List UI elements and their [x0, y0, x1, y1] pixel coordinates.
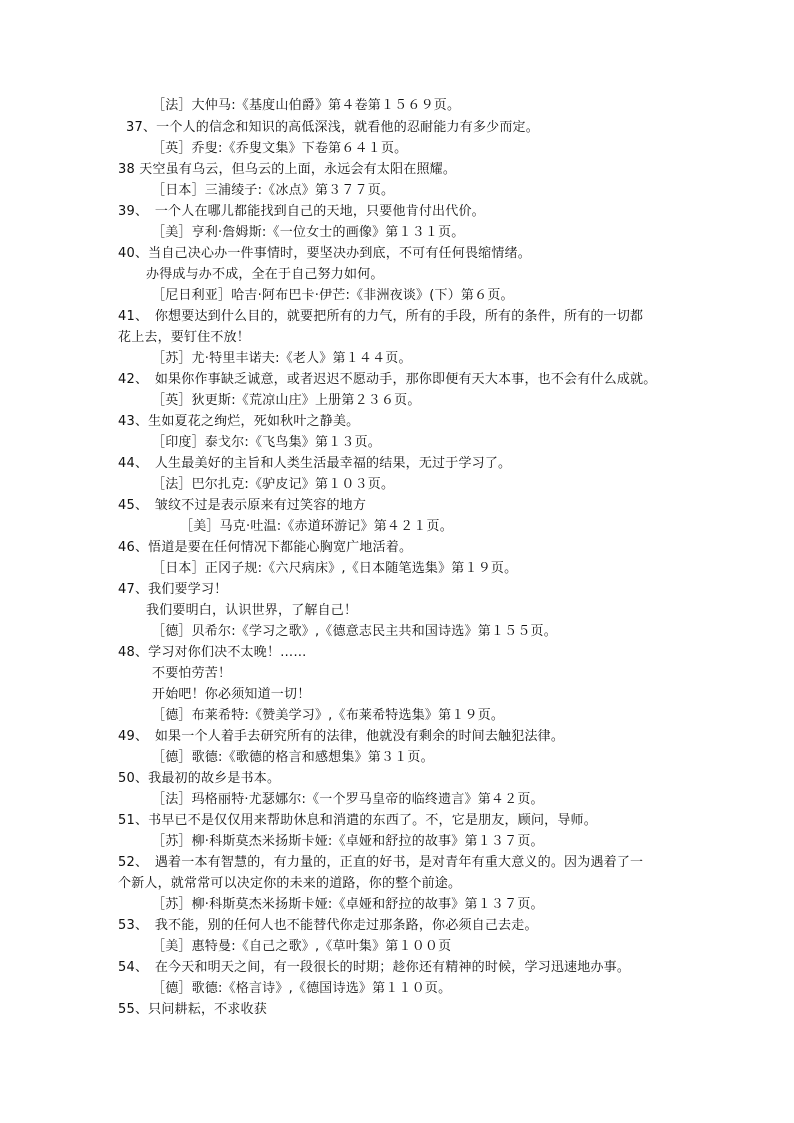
quote-line: 41、 你想要达到什么目的，就要把所有的力气，所有的手段，所有的条件，所有的一切都	[118, 309, 644, 324]
citation-line: ［法］玛格丽特·尤瑟娜尔:《一个罗马皇帝的临终遗言》第４２页。	[152, 792, 544, 807]
citation-line: ［日本］三浦绫子:《冰点》第３７７页。	[152, 183, 395, 198]
quote-line: 38 天空虽有乌云，但乌云的上面，永远会有太阳在照耀。	[118, 162, 457, 177]
quote-continuation: 办得成与办不成，全在于自己努力如何。	[146, 267, 384, 282]
citation-line: ［美］马克·吐温:《赤道环游记》第４２１页。	[180, 519, 453, 534]
quote-continuation: 我们要明白，认识世界，了解自己！	[146, 603, 358, 618]
citation-line: ［英］狄更斯:《荒凉山庄》上册第２３６页。	[152, 393, 421, 408]
citation-line: ［印度］泰戈尔:《飞鸟集》第１３页。	[152, 435, 381, 450]
quote-line: 42、 如果你作事缺乏诚意，或者迟迟不愿动手，那你即便有天大本事，也不会有什么成就。	[118, 372, 657, 387]
quote-line: 40、当自己决心办一件事情时，要坚决办到底，不可有任何畏缩情绪。	[118, 246, 531, 261]
quote-line: 50、我最初的故乡是书本。	[118, 771, 281, 786]
quote-line: 45、 皱纹不过是表示原来有过笑容的地方	[118, 498, 367, 513]
quote-continuation: 开始吧！你必须知道一切！	[152, 687, 311, 702]
quote-continuation: 花上去，要钉住不放！	[118, 330, 251, 345]
quote-line: 53、 我不能，别的任何人也不能替代你走过那条路，你必须自己去走。	[118, 918, 538, 933]
quote-line: 51、书早已不是仅仅用来帮助休息和消遣的东西了。不，它是朋友，顾问，导师。	[118, 813, 597, 828]
citation-line: ［法］巴尔扎克:《驴皮记》第１０３页。	[152, 477, 395, 492]
citation-line: ［苏］柳·科斯莫杰米扬斯卡娅:《卓娅和舒拉的故事》第１３７页。	[152, 897, 544, 912]
quote-line: 46、悟道是要在任何情况下都能心胸宽广地活着。	[118, 540, 413, 555]
quote-line: 55、只问耕耘，不求收获	[118, 1002, 267, 1017]
quote-line: 48、学习对你们决不太晚！……	[118, 645, 307, 660]
citation-line: ［日本］正冈子规:《六尺病床》,《日本随笔选集》第１９页。	[152, 561, 518, 576]
quote-line: 37、一个人的信念和知识的高低深浅，就看他的忍耐能力有多少而定。	[126, 120, 539, 135]
quote-line: 47、我们要学习！	[118, 582, 228, 597]
citation-line: ［法］大仲马:《基度山伯爵》第４卷第１５６９页。	[152, 98, 461, 113]
citation-line: ［尼日利亚］哈吉·阿布巴卡·伊芒:《非洲夜谈》(下）第６页。	[152, 288, 514, 303]
citation-line: ［英］乔叟:《乔叟文集》下卷第６４１页。	[152, 141, 408, 156]
quote-line: 39、 一个人在哪儿都能找到自己的天地，只要他肯付出代价。	[118, 204, 485, 219]
quote-continuation: 个新人，就常常可以决定你的未来的道路，你的整个前途。	[118, 876, 462, 891]
citation-line: ［苏］尤·特里丰诺夫:《老人》第１４４页。	[152, 351, 412, 366]
citation-line: ［德］歌德:《格言诗》,《德国诗选》第１１０页。	[152, 981, 452, 996]
citation-line: ［美］亨利·詹姆斯:《一位女士的画像》第１３１页。	[152, 225, 465, 240]
quote-line: 54、 在今天和明天之间，有一段很长的时期；趁你还有精神的时候，学习迅速地办事。	[118, 960, 631, 975]
quote-line: 49、 如果一个人着手去研究所有的法律，他就没有剩余的时间去触犯法律。	[118, 729, 565, 744]
citation-line: ［苏］柳·科斯莫杰米扬斯卡娅:《卓娅和舒拉的故事》第１３７页。	[152, 834, 544, 849]
citation-line: ［德］布莱希特:《赞美学习》,《布莱希特选集》第１９页。	[152, 708, 505, 723]
quote-continuation: 不要怕劳苦！	[152, 666, 232, 681]
citation-line: ［德］歌德:《歌德的格言和感想集》第３１页。	[152, 750, 434, 765]
quote-line: 44、 人生最美好的主旨和人类生活最幸福的结果，无过于学习了。	[118, 456, 512, 471]
quote-line: 52、 遇着一本有智慧的，有力量的，正直的好书，是对青年有重大意义的。因为遇着了一	[118, 855, 644, 870]
citation-line: ［美］惠特曼:《自己之歌》,《草叶集》第１００页	[152, 939, 452, 954]
quote-line: 43、生如夏花之绚烂，死如秋叶之静美。	[118, 414, 360, 429]
citation-line: ［德］贝希尔:《学习之歌》,《德意志民主共和国诗选》第１５５页。	[152, 624, 557, 639]
